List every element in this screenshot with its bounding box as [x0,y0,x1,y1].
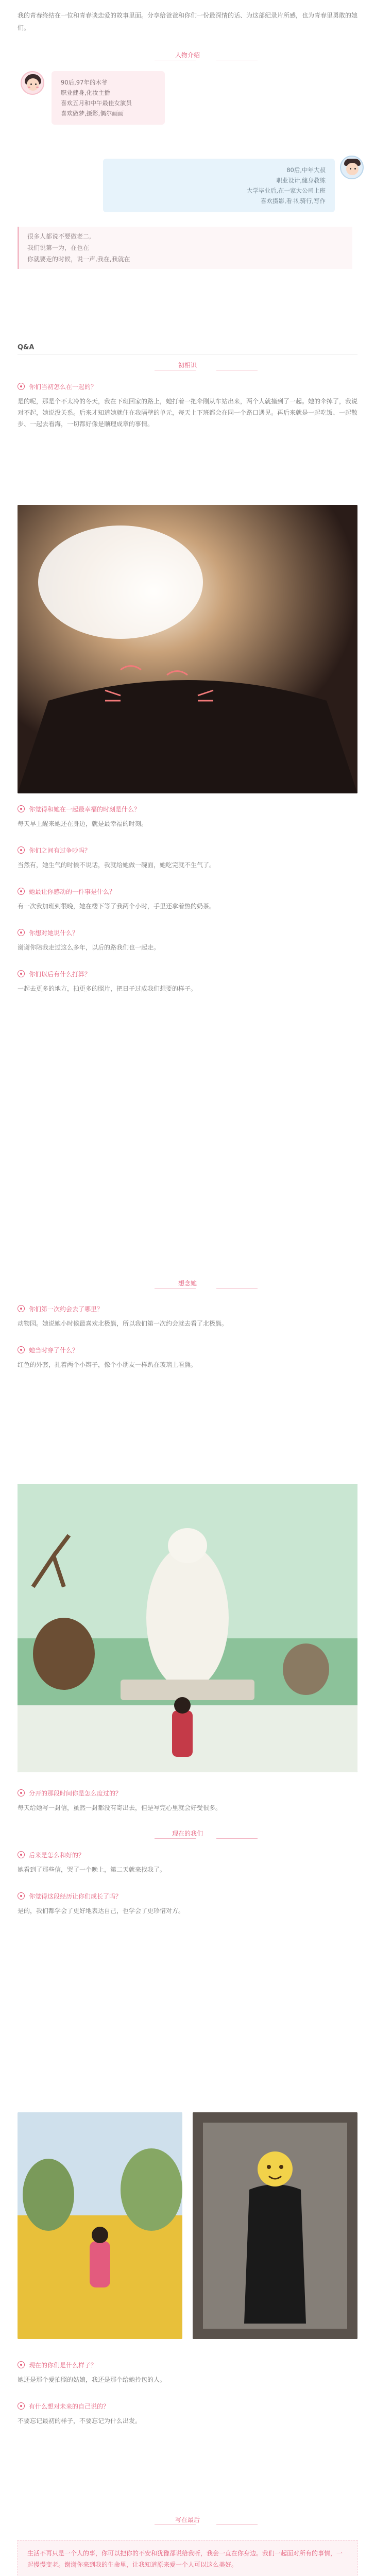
answer: 她看到了那些信，哭了一个晚上，第二天就来找我了。 [18,1866,166,1873]
answer: 不要忘记最初的样子，不要忘记为什么出发。 [18,2417,142,2425]
question-icon [18,1789,25,1797]
section-heading-characters [0,49,375,61]
answer: 当然有，她生气的时候不说话，我就给她做一碗面，她吃完就不生气了。 [18,861,216,869]
section-heading-now [0,1828,375,1839]
question-icon [18,846,25,854]
intro-text: 我的青春终结在一位和青春谈恋爱的故事里面。分享给爸爸和你们一份最深情的话、为这部纪录片所感，也为青春里勇敢的她们。 [18,12,358,31]
profile-line: 职业设计,健身教练 [276,177,326,184]
section-label: 初相识 [178,362,197,369]
question: 你们以后有什么打算？ [18,969,357,980]
quote-block [18,227,352,269]
photo-lamp [18,505,357,793]
section-label: 想念她 [178,1280,197,1287]
question-icon [18,970,25,977]
question-icon [18,1892,25,1900]
answer: 谢谢你陪我走过这么多年，以后的路我们也一起走。 [18,944,160,951]
question: 后来是怎么和好的？ [18,1850,357,1861]
photo-mirror [193,2112,357,2339]
question-icon [18,929,25,936]
photo-flower-field [18,2112,182,2339]
section-heading-first [0,360,375,371]
question-icon [18,805,25,812]
profile-line: 喜欢做梦,摄影,偶尔画画 [61,110,124,117]
question-icon [18,1851,25,1858]
profile-line: 喜欢摄影,看书,骑行,写作 [261,197,326,205]
profile-line: 80后,中年大叔 [286,166,326,174]
question-icon [18,2402,25,2410]
question: 她当时穿了什么？ [18,1345,357,1356]
closing-note: 生活不再只是一个人的事，你可以把你的不安和犹豫都说给我听，我会一直在你身边。我们一起面对所有的事情，一起慢慢变老。谢谢你来到我的生命里，让我知道原来爱一个人可以这么美好。 [18,2540,357,2576]
section-label: 写在最后 [175,2516,200,2523]
photo-flower-field-art [18,2112,182,2339]
question: 有什么想对未来的自己说的？ [18,2401,357,2412]
quote-line: 你就要走的时候，说一声,我在,我就在 [27,256,130,263]
avatar-me [340,156,364,179]
qa-title: Q&A [18,344,35,351]
answer: 一起去更多的地方，拍更多的照片，把日子过成我们想要的样子。 [18,985,197,992]
photo-lamp-art [18,505,357,793]
answer: 有一次我加班到很晚，她在楼下等了我两个小时，手里还拿着热的奶茶。 [18,903,216,910]
question: 她最让你感动的一件事是什么？ [18,886,357,897]
profile-line: 喜欢五月和中午最佳女演员 [61,99,132,107]
photo-polar-bear [18,1484,357,1772]
question: 你觉得这段经历让你们成长了吗？ [18,1891,357,1902]
section-label: 人物介绍 [175,52,200,59]
answer: 动物园。她说她小时候最喜欢北极熊，所以我们第一次约会就去看了北极熊。 [18,1320,228,1327]
section-label: 现在的我们 [172,1830,203,1837]
question: 你觉得和她在一起最幸福的时刻是什么？ [18,804,357,815]
profile-card-me [103,159,335,212]
question: 你们第一次约会去了哪里？ [18,1303,357,1315]
question: 你想对她说什么？ [18,927,357,939]
answer: 每天早上醒来她还在身边，就是最幸福的时刻。 [18,820,148,827]
question: 现在的你们是什么样子？ [18,2360,357,2371]
photo-polar-bear-art [18,1484,357,1772]
quote-line: 很多人都说不要做老二, [27,233,91,240]
profile-line: 90后,97年的木爷 [61,79,108,86]
question-icon [18,888,25,895]
profile-line: 大学毕业后,在一家大公司上班 [246,187,326,194]
question: 你们当初怎么在一起的？ [18,381,357,393]
section-heading-miss [0,1278,375,1289]
answer: 她还是那个爱拍照的姑娘，我还是那个给她拎包的人。 [18,2376,166,2383]
profile-line: 职业健身,化妆主播 [61,89,110,96]
question-icon [18,1346,25,1353]
question-icon [18,2361,25,2368]
profile-card-her [52,71,165,125]
answer: 每天给她写一封信，虽然一封都没有寄出去，但是写完心里就会好受很多。 [18,1804,222,1811]
question-icon [18,1305,25,1312]
question: 分开的那段时间你是怎么度过的？ [18,1788,357,1799]
answer: 是的，我们都学会了更好地表达自己，也学会了更珍惜对方。 [18,1907,185,1914]
section-heading-after [0,2514,375,2526]
quote-line: 我们说第一为，在也在 [27,244,90,251]
question-icon [18,383,25,390]
answer: 是的呢，那是个不太冷的冬天，我在下班回家的路上，她打着一把伞刚从车站出来，两个人就撞到了一起。她的伞掉了，我说对不起，她说没关系。后来才知道她就住在我隔壁的单元，每天上下班都会在同一个路口遇见。再后来就是一起吃饭、一起散步、一起去看海，一切都好像是顺理成章的事情。 [18,398,358,428]
question: 你们之间有过争吵吗？ [18,845,357,856]
photo-mirror-art [193,2112,357,2339]
avatar-her [21,71,44,95]
answer: 红色的外套，扎着两个小辫子，像个小朋友一样趴在玻璃上看熊。 [18,1361,197,1368]
